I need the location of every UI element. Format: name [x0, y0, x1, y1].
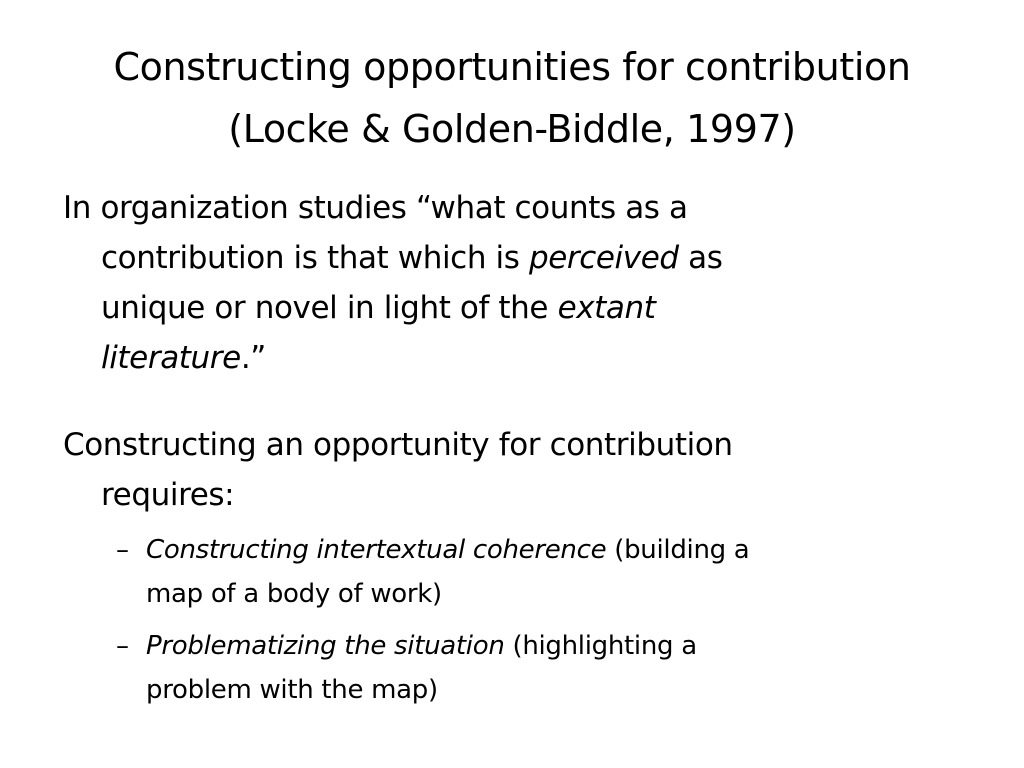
text-segment: .” [240, 340, 266, 376]
text-segment: unique or novel in light of the [101, 290, 558, 326]
slide-title [40, 36, 984, 160]
paragraph-contribution-definition [63, 183, 943, 383]
list-item-line-1 [116, 528, 936, 572]
list-item [116, 624, 936, 712]
text-segment: contribution is that which is [101, 240, 529, 276]
dash-bullet: – [116, 631, 129, 661]
emphasis-literature: literature [101, 340, 241, 376]
paragraph-1-line-3 [63, 283, 943, 333]
paragraph-requirements [63, 420, 943, 520]
list-item [116, 528, 936, 616]
emphasis-term: Problematizing the situation [146, 631, 505, 661]
text-segment: as [678, 240, 723, 276]
paragraph-1-line-4 [63, 333, 943, 383]
emphasis-extant: extant [557, 290, 656, 326]
text-segment: (building a [606, 535, 750, 565]
text-segment: (highlighting a [504, 631, 697, 661]
list-item-line-2: problem with the map) [146, 675, 438, 705]
title-line-1: Constructing opportunities for contribution [113, 45, 911, 89]
dash-bullet: – [116, 535, 129, 565]
emphasis-term: Constructing intertextual coherence [146, 535, 607, 565]
paragraph-1-line-1: In organization studies “what counts as a [63, 190, 688, 226]
title-line-2: (Locke & Golden-Biddle, 1997) [228, 107, 796, 151]
paragraph-2-line-1: Constructing an opportunity for contribution [63, 427, 733, 463]
emphasis-perceived: perceived [528, 240, 679, 276]
list-item-line-2: map of a body of work) [146, 579, 442, 609]
paragraph-2-line-2: requires: [101, 477, 235, 513]
list-item-line-1 [116, 624, 936, 668]
paragraph-1-line-2 [63, 233, 943, 283]
